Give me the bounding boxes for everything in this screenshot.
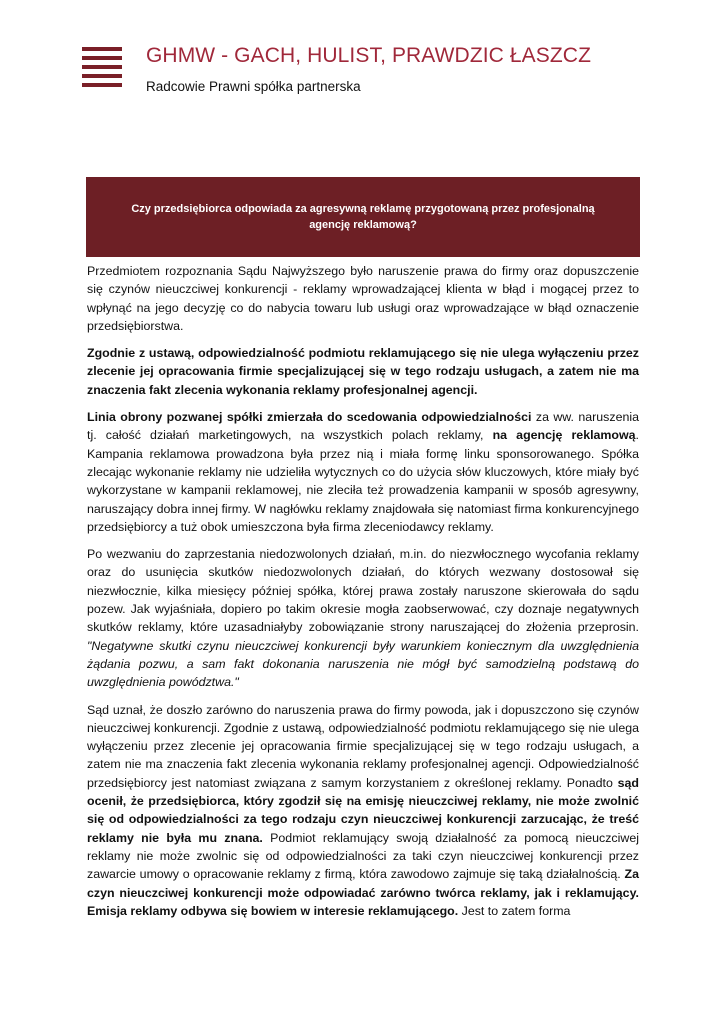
paragraph-1: Przedmiotem rozpoznania Sądu Najwyższego było naruszenie prawa do firmy oraz dopuszczenie się czynów nieuczciwej konkurencji - reklamy wprowadzającej klienta w błąd i mogącej przez to wpłynąć na jego decyzję co do nabycia towaru lub usługi oraz wprowadzające w błąd oznaczenie przedsiębiorstwa. (87, 264, 639, 333)
bold-text: sąd ocenił, że przedsiębiorca, który zgodził się na emisję nieuczciwej reklamy, nie może zwolnić się od odpowiedzialności za tego rodzaju czyn nieuczciwej konkurencji zarzucając, że treść reklamy nie była mu znana. (87, 775, 639, 845)
text: Jest to zatem forma (458, 903, 571, 918)
text: za ww. naruszenia tj. całość działań marketingowych, na wszystkich polach reklamy, (87, 410, 639, 443)
text: . Kampania reklamowa prowadzona była przez nią i miała formę linku sponsorowanego. Spółka zlecając wykonanie reklamy nie udzieliła wytycznych co do użycia słów kluczowych, które miały być wykorzystane w kampanii reklamowej, nie zleciła też prowadzenia kampanii w sposób agresywny, naruszający dobra innej firmy. W nagłówku reklamy znajdowała się natomiast firma konkurencyjnego przedsiębiorcy a tuż obok umieszczona była firma zleceniodawcy reklamy. (87, 428, 639, 534)
paragraph-5 (87, 701, 639, 921)
bold-text: Za czyn nieuczciwej konkurencji może odpowiadać zarówno twórca reklamy, jak i reklamujący. Emisja reklamy odbywa się bowiem w interesie reklamującego. (87, 867, 639, 918)
article-title-banner (86, 177, 640, 257)
firm-subtitle: Radcowie Prawni spółka partnerska (146, 79, 361, 94)
quote-text: "Negatywne skutki czynu nieuczciwej konkurencji były warunkiem koniecznym dla uwzględnienia żądania pozwu, a sam fakt dokonania naruszenia nie mógł być samodzielną podstawą do uwzględnienia powództwa." (87, 638, 639, 690)
firm-name: GHMW - GACH, HULIST, PRAWDZIC ŁASZCZ (146, 44, 591, 67)
text: Podmiot reklamujący swoją działalność za pomocą nieuczciwej reklamy nie może zwolnic się od odpowiedzialności za taki czyn nieuczciwej konkurencji przez zawarcie umowy o opracowanie reklamy z firmą, która zawodowo zajmuje się taką działalnością. (87, 830, 639, 882)
bold-text: na agencję reklamową (492, 428, 636, 443)
stripes-logo-icon (82, 47, 122, 87)
text: Sąd uznał, że doszło zarówno do naruszenia prawa do firmy powoda, jak i dopuszczono się czynów nieuczciwej konkurencji. Zgodnie z ustawą, odpowiedzialność podmiotu reklamującego się nie ulega wyłączeniu przez zlecenie jej opracowania firmie specjalizującej się w tego rodzaju usługach, a zatem nie ma znaczenia fakt zlecenia wykonania reklamy profesjonalnej agencji. Odpowiedzialność przedsiębiorcy jest natomiast związana z samym korzystaniem z określonej reklamy. Ponadto (87, 702, 639, 790)
article-title: Czy przedsiębiorca odpowiada za agresywną reklamę przygotowaną przez profesjonalną agencję reklamową? (131, 203, 595, 231)
article-body (87, 262, 639, 929)
paragraph-2: Zgodnie z ustawą, odpowiedzialność podmiotu reklamującego się nie ulega wyłączeniu przez zlecenie jej opracowania firmie specjalizującej się w tego rodzaju usługach, a zatem nie ma znaczenia fakt zlecenia wykonania reklamy profesjonalnej agencji. (87, 346, 639, 397)
text: Po wezwaniu do zaprzestania niedozwolonych działań, m.in. do niezwłocznego wycofania reklamy oraz do usunięcia skutków niedozwolonych działań, do których wezwany dostosował się niezwłocznie, kilka miesięcy później spółka, której prawa zostały naruszone skierowała do sądu pozew. Jak wyjaśniała, dopiero po takim okresie mogła zaobserwować, czy doznaje negatywnych skutków reklamy, które uzasadniałyby zobowiązanie strony naruszającej do złożenia przeprosin. (87, 547, 639, 635)
paragraph-3 (87, 408, 639, 536)
bold-text: Linia obrony pozwanej spółki zmierzała do scedowania odpowiedzialności (87, 410, 532, 425)
paragraph-4 (87, 545, 639, 691)
